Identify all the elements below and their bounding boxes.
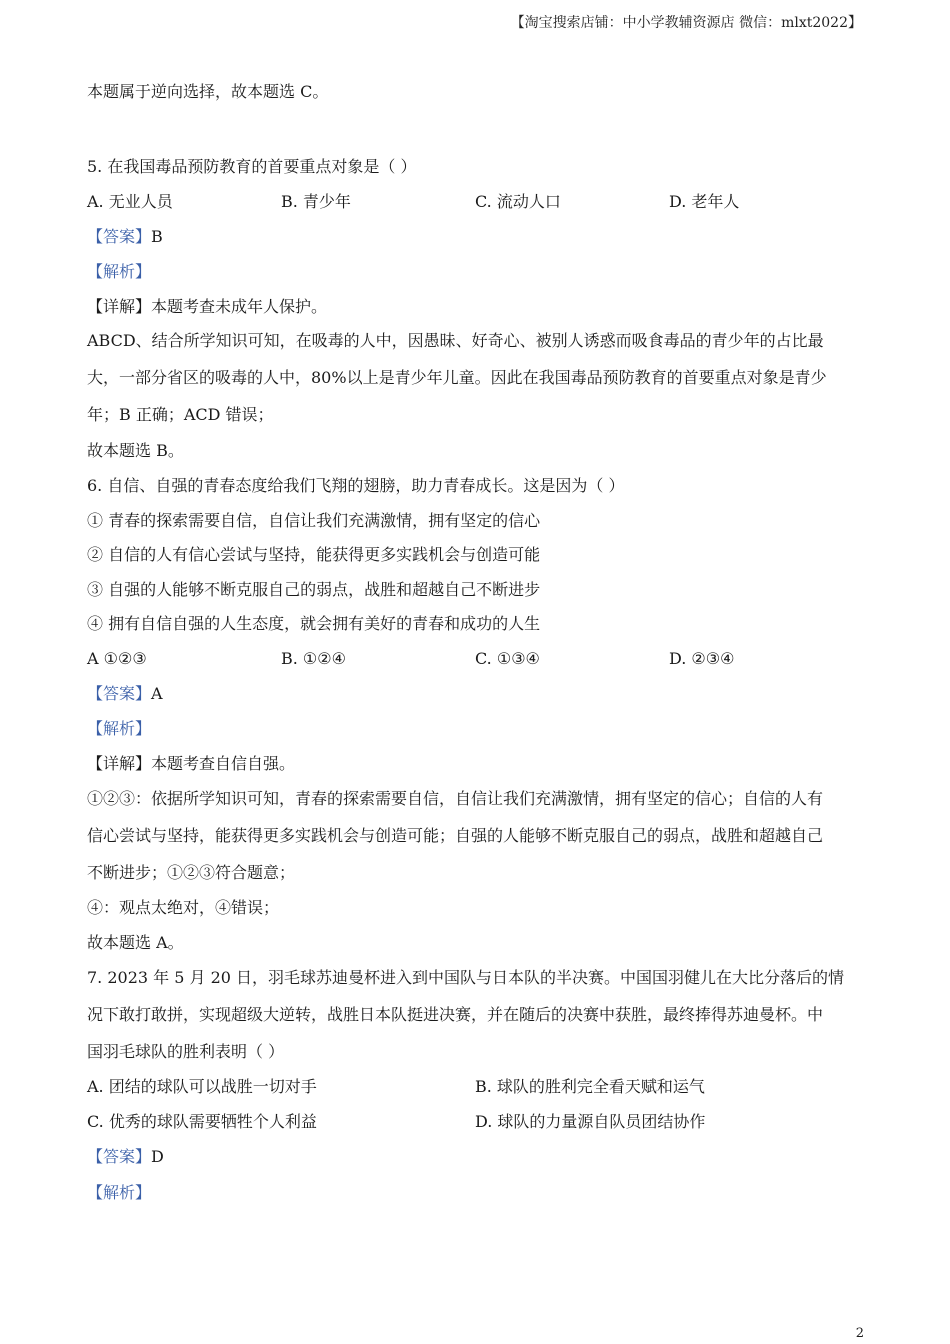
q6-statement-3: ③ 自强的人能够不断克服自己的弱点，战胜和超越自己不断进步 [87,580,541,599]
q6-conclusion: 故本题选 A。 [87,933,184,952]
q6-answer: 【答案】A [87,684,163,703]
q5-explain-line-3: 年；B 正确；ACD 错误； [87,405,274,424]
q5-detail: 【详解】本题考查未成年人保护。 [87,297,328,316]
q6-option-c: C. ①③④ [475,649,540,668]
q5-option-a: A. 无业人员 [87,192,173,211]
q6-option-d: D. ②③④ [669,649,735,668]
q5-explain-line-2: 大，一部分省区的吸毒的人中，80%以上是青少年儿童。因此在我国毒品预防教育的首要重点对象是青少 [87,368,827,387]
q7-option-d: D. 球队的力量源自队员团结协作 [475,1112,706,1131]
q6-stem: 6. 自信、自强的青春态度给我们飞翔的翅膀，助力青春成长。这是因为（ ） [87,476,625,495]
q5-answer-value: B [151,227,163,246]
q7-stem-line-2: 况下敢打敢拼，实现超级大逆转，战胜日本队挺进决赛，并在随后的决赛中获胜，最终捧得苏迪曼杯。中 [87,1005,824,1024]
q5-option-b: B. 青少年 [281,192,351,211]
q6-statement-4: ④ 拥有自信自强的人生态度，就会拥有美好的青春和成功的人生 [87,614,541,633]
q6-explain-line-2: 信心尝试与坚持，能获得更多实践机会与创造可能；自强的人能够不断克服自己的弱点，战胜和超越自己 [87,826,824,845]
q5-analysis-label: 【解析】 [87,262,152,281]
q5-option-d: D. 老年人 [669,192,740,211]
q6-explain-line-1: ①②③：依据所学知识可知，青春的探索需要自信，自信让我们充满激情，拥有坚定的信心；自信的人有 [87,789,824,808]
q7-option-b: B. 球队的胜利完全看天赋和运气 [475,1077,705,1096]
q7-stem-line-1: 7. 2023 年 5 月 20 日，羽毛球苏迪曼杯进入到中国队与日本队的半决赛。中国国羽健儿在大比分落后的情 [87,968,845,987]
q6-option-a: A ①②③ [87,649,147,668]
q6-option-b: B. ①②④ [281,649,346,668]
q7-answer-value: D [151,1147,164,1166]
q7-option-c: C. 优秀的球队需要牺牲个人利益 [87,1112,317,1131]
q5-answer: 【答案】B [87,227,163,246]
q5-stem: 5. 在我国毒品预防教育的首要重点对象是（ ） [87,157,417,176]
q7-answer: 【答案】D [87,1147,164,1166]
q7-stem-line-3: 国羽毛球队的胜利表明（ ） [87,1042,285,1061]
q6-detail: 【详解】本题考查自信自强。 [87,754,296,773]
q5-option-c: C. 流动人口 [475,192,561,211]
q6-explain-line-4: ④：观点太绝对，④错误； [87,898,280,917]
q7-analysis-label: 【解析】 [87,1183,152,1202]
q5-explain-line-1: ABCD、结合所学知识可知，在吸毒的人中，因愚昧、好奇心、被别人诱惑而吸食毒品的青少年的占比最 [87,331,824,350]
q6-statement-1: ① 青春的探索需要自信，自信让我们充满激情，拥有坚定的信心 [87,511,541,530]
q6-analysis-label: 【解析】 [87,719,152,738]
previous-conclusion: 本题属于逆向选择，故本题选 C。 [87,82,329,101]
q6-statement-2: ② 自信的人有信心尝试与坚持，能获得更多实践机会与创造可能 [87,545,541,564]
q7-option-a: A. 团结的球队可以战胜一切对手 [87,1077,317,1096]
page-header-watermark: 【淘宝搜索店铺：中小学教辅资源店 微信：mlxt2022】 [510,15,862,31]
page-number: 2 [855,1326,864,1341]
q5-conclusion: 故本题选 B。 [87,441,184,460]
q6-answer-value: A [151,684,163,703]
q6-explain-line-3: 不断进步；①②③符合题意； [87,863,296,882]
